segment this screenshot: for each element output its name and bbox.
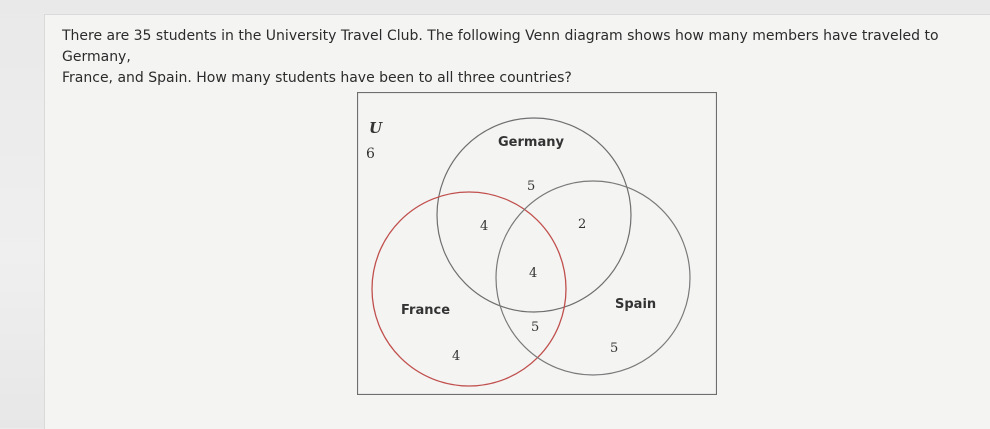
germany-france-count: 4 [480, 219, 489, 234]
france-spain-count: 5 [531, 320, 540, 335]
question-text [62, 26, 977, 89]
question-line-2: France, and Spain. How many students have been to all three countries? [62, 70, 572, 86]
venn-svg [357, 92, 717, 395]
all-three-count: 4 [529, 266, 538, 281]
universe-label: U [369, 119, 383, 137]
france-only-count: 4 [452, 349, 461, 364]
spain-only-count: 5 [610, 341, 619, 356]
spain-label: Spain [615, 297, 657, 312]
question-line-1: There are 35 students in the University Travel Club. The following Venn diagram shows how many members have traveled to Germany, [62, 28, 939, 65]
venn-diagram [357, 92, 717, 395]
outside-count: 6 [366, 146, 375, 162]
germany-only-count: 5 [527, 179, 536, 194]
germany-spain-count: 2 [578, 217, 587, 232]
france-label: France [401, 303, 451, 318]
germany-label: Germany [498, 135, 564, 150]
